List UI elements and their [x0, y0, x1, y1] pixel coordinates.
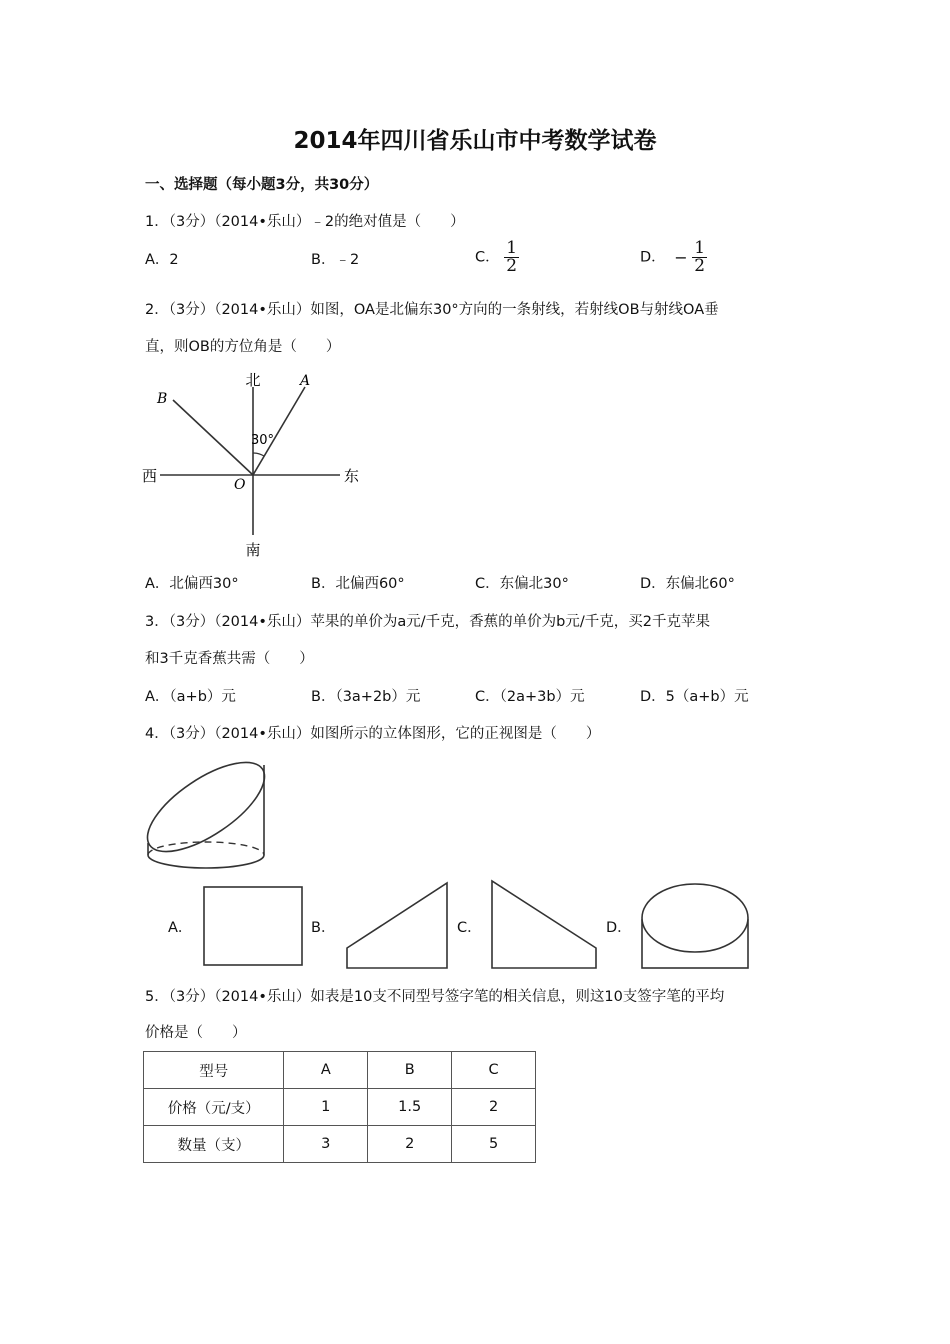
q4-option-b-figure	[343, 880, 453, 972]
table-cell: A	[284, 1052, 368, 1089]
q1-d-denominator: 2	[694, 256, 706, 276]
ray-oa	[253, 387, 305, 475]
table-cell: 5	[452, 1126, 536, 1163]
table-cell: 2	[452, 1089, 536, 1126]
q1-d-numerator: 1	[694, 238, 706, 258]
table-row	[144, 1126, 536, 1163]
q1-text: 1．（3分）（2014•乐山）﹣2的绝对值是（ ）	[145, 214, 465, 230]
table-cell: 3	[284, 1126, 368, 1163]
q2-option-d: D．东偏北60°	[640, 576, 735, 592]
q3-option-a: A．（a+b）元	[145, 689, 236, 705]
q4-option-a-figure	[202, 885, 306, 969]
q2-option-b: B．北偏西60°	[311, 576, 405, 592]
q4-text: 4．（3分）（2014•乐山）如图所示的立体图形，它的正视图是（ ）	[145, 726, 601, 742]
page-title: 2014年四川省乐山市中考数学试卷	[293, 128, 657, 154]
table-cell: B	[368, 1052, 452, 1089]
point-a-label: A	[300, 373, 311, 389]
north-label: 北	[245, 371, 261, 389]
q3-option-d: D．5（a+b）元	[640, 689, 749, 705]
q1-option-c	[475, 240, 519, 275]
south-label: 南	[245, 541, 261, 559]
table-row	[144, 1089, 536, 1126]
section-heading: 一、选择题（每小题3分，共30分）	[145, 177, 379, 193]
q1-option-d-label: D．	[640, 249, 666, 266]
q1-option-b: B．﹣2	[311, 252, 360, 268]
q2-text-line1: 2．（3分）（2014•乐山）如图，OA是北偏东30°方向的一条射线，若射线OB与射线OA垂	[145, 302, 719, 318]
solid-figure	[140, 755, 275, 880]
q1-c-numerator: 1	[506, 238, 518, 258]
slanted-top-ellipse	[140, 755, 275, 868]
q4-option-c-figure	[488, 878, 600, 972]
q4-option-d-figure	[638, 880, 754, 972]
q1-option-a: A．2	[145, 252, 179, 268]
q1-option-c-fraction	[504, 240, 519, 275]
q5-text-line1: 5．（3分）（2014•乐山）如表是10支不同型号签字笔的相关信息，则这10支签字笔的平均	[145, 989, 725, 1005]
q1-option-c-label: C．	[475, 249, 500, 266]
q4-option-c-label: C．	[457, 920, 482, 936]
ray-ob	[173, 400, 253, 475]
pen-price-table	[143, 1051, 536, 1163]
point-o-label: O	[234, 477, 246, 493]
compass-figure	[140, 365, 380, 565]
q3-text-line1: 3．（3分）（2014•乐山）苹果的单价为a元/千克，香蕉的单价为b元/千克，买2千克苹果	[145, 614, 710, 630]
q2-text-line2: 直，则OB的方位角是（ ）	[145, 339, 341, 355]
q4-option-b-label: B．	[311, 920, 336, 936]
table-cell: 1	[284, 1089, 368, 1126]
q1-option-d	[640, 240, 707, 275]
q2-option-c: C．东偏北30°	[475, 576, 569, 592]
table-cell: C	[452, 1052, 536, 1089]
angle-label: 30°	[251, 433, 275, 448]
east-label: 东	[344, 467, 360, 485]
q5-text-line2: 价格是（ ）	[145, 1025, 247, 1041]
q2-option-a: A．北偏西30°	[145, 576, 239, 592]
table-row	[144, 1052, 536, 1089]
q1-option-d-fraction	[692, 240, 707, 275]
table-cell: 数量（支）	[144, 1126, 284, 1163]
table-cell: 型号	[144, 1052, 284, 1089]
q1-d-sign: −	[674, 247, 688, 267]
q3-text-line2: 和3千克香蕉共需（ ）	[145, 651, 314, 667]
angle-arc	[253, 453, 264, 456]
point-b-label: B	[157, 391, 168, 407]
table-cell: 价格（元/支）	[144, 1089, 284, 1126]
table-cell: 2	[368, 1126, 452, 1163]
q3-option-c: C．（2a+3b）元	[475, 689, 585, 705]
q4-option-a-label: A．	[168, 920, 193, 936]
west-label: 西	[142, 467, 158, 485]
q3-option-b: B．（3a+2b）元	[311, 689, 421, 705]
q4-option-d-label: D．	[606, 920, 632, 936]
table-cell: 1.5	[368, 1089, 452, 1126]
q1-c-denominator: 2	[506, 256, 518, 276]
